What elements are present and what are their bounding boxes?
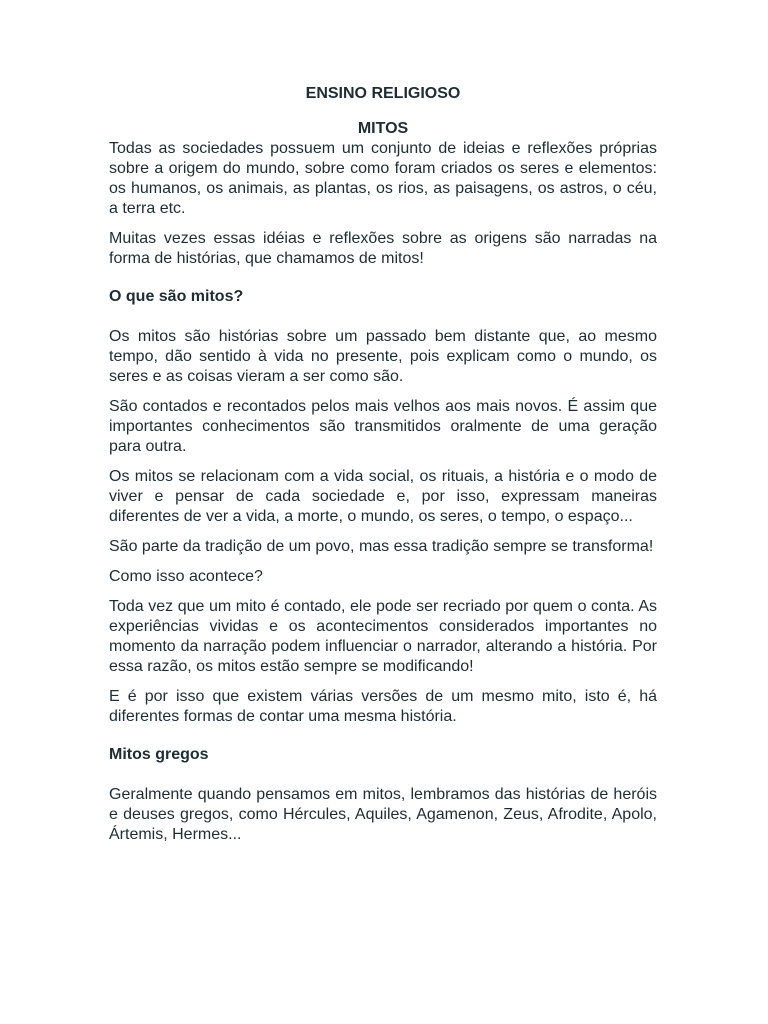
paragraph-5: Os mitos se relacionam com a vida social, os rituais, a história e o modo de viver e pensar de cada sociedade e, por isso, expressam maneiras diferentes de ver a vida, a morte, o mundo, os seres, o tempo, o espaço... [109,468,657,525]
document-page [109,84,657,845]
section-heading-o-que-sao-mitos: O que são mitos? [109,288,244,305]
paragraph-2: Muitas vezes essas idéias e reflexões sobre as origens são narradas na forma de histórias, que chamamos de mitos! [109,230,657,267]
paragraph-8: Toda vez que um mito é contado, ele pode ser recriado por quem o conta. As experiências vividas e os acontecimentos considerados importantes no momento da narração podem influenciar o narrador, alterando a história. Por essa razão, os mitos estão sempre se modificando! [109,598,657,675]
paragraph-10: Geralmente quando pensamos em mitos, lembramos das histórias de heróis e deuses gregos, como Hércules, Aquiles, Agamenon, Zeus, Afrodite, Apolo, Ártemis, Hermes... [109,786,657,843]
section-heading-mitos-gregos: Mitos gregos [109,746,209,763]
paragraph-6: São parte da tradição de um povo, mas essa tradição sempre se transforma! [109,538,654,555]
paragraph-9: E é por isso que existem várias versões de um mesmo mito, isto é, há diferentes formas de contar uma mesma história. [109,688,657,725]
document-title: ENSINO RELIGIOSO [305,85,461,102]
paragraph-7: Como isso acontece? [109,568,263,585]
paragraph-4: São contados e recontados pelos mais velhos aos mais novos. É assim que importantes conhecimentos são transmitidos oralmente de uma geração para outra. [109,398,657,455]
paragraph-1: Todas as sociedades possuem um conjunto de ideias e reflexões próprias sobre a origem do mundo, sobre como foram criados os seres e elementos: os humanos, os animais, as plantas, os rios, as paisagens, os astros, o céu, a terra etc. [109,140,657,217]
document-subtitle: MITOS [357,120,409,137]
paragraph-3: Os mitos são histórias sobre um passado bem distante que, ao mesmo tempo, dão sentido à vida no presente, pois explicam como o mundo, os seres e as coisas vieram a ser como são. [109,328,657,385]
